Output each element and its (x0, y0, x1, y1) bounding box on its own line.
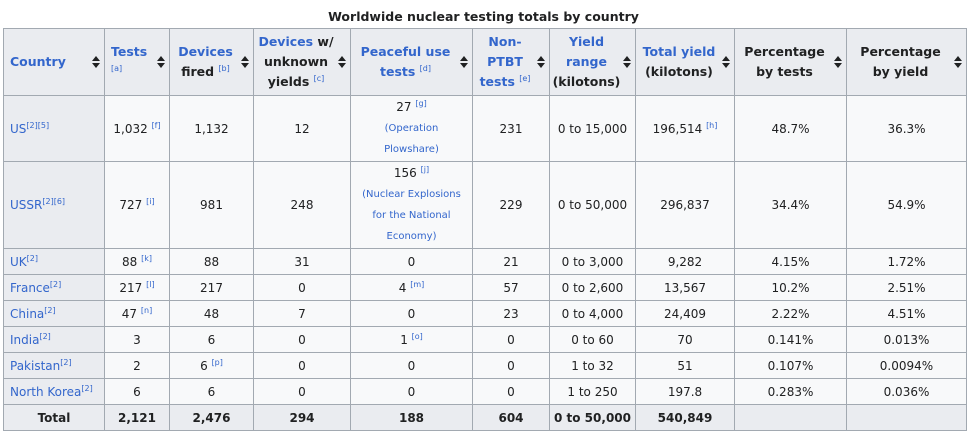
header-peaceful-tests-link[interactable]: tests (380, 64, 416, 79)
pct-yield-cell: 0.0094% (847, 353, 967, 379)
table-row (4, 379, 967, 405)
nonptbt-cell: 0 (473, 379, 550, 405)
tests-ref[interactable]: [f] (151, 120, 161, 130)
country-ref[interactable]: [2] (26, 253, 38, 263)
range-cell: 1 to 32 (550, 353, 636, 379)
ref-a[interactable]: [a] (111, 63, 123, 73)
pct-yield-cell: 54.9% (847, 162, 967, 249)
tests-value: 727 (119, 198, 143, 212)
total-range: 0 to 50,000 (550, 405, 636, 431)
tests-cell: 2 (105, 353, 170, 379)
total-devices: 2,476 (170, 405, 254, 431)
country-link[interactable]: UK (10, 254, 27, 269)
header-nonptbt-link3[interactable]: tests (479, 74, 515, 89)
devices-cell: 88 (170, 249, 254, 275)
country-ref[interactable]: [2] (39, 331, 51, 341)
range-cell: 1 to 250 (550, 379, 636, 405)
header-nonptbt-link2[interactable]: PTBT (487, 54, 523, 69)
peaceful-note-link[interactable]: Plowshare) (384, 144, 439, 155)
total-pct-tests (735, 405, 847, 431)
pct-yield-cell: 36.3% (847, 96, 967, 162)
devices-value: 6 (200, 358, 208, 373)
header-yield-range-unit: (kilotons) (552, 74, 621, 89)
devices-cell: 48 (170, 301, 254, 327)
devices-cell (170, 353, 254, 379)
country-ref[interactable]: [2] (49, 279, 62, 289)
pct-tests-cell: 4.15% (735, 249, 847, 275)
sort-icon[interactable] (92, 56, 100, 68)
total-yield-cell: 13,567 (636, 275, 735, 301)
pct-yield-cell: 4.51% (847, 301, 967, 327)
peaceful-cell (351, 96, 473, 162)
peaceful-cell: 0 (351, 249, 473, 275)
sort-icon[interactable] (722, 56, 730, 68)
devices-ref[interactable]: [p] (211, 357, 223, 367)
nonptbt-cell: 0 (473, 353, 550, 379)
peaceful-cell: 0 (351, 353, 473, 379)
unknown-cell: 0 (254, 353, 351, 379)
header-pct-yield[interactable] (847, 29, 967, 96)
total-yield-cell: 24,409 (636, 301, 735, 327)
pct-tests-cell: 0.141% (735, 327, 847, 353)
nonptbt-cell: 0 (473, 327, 550, 353)
pct-yield-cell: 1.72% (847, 249, 967, 275)
table-row (4, 249, 967, 275)
table-caption: Worldwide nuclear testing totals by country (328, 9, 639, 24)
header-unknown-w: w/ (313, 34, 334, 49)
sort-icon[interactable] (537, 56, 545, 68)
peaceful-value: 156 (393, 166, 417, 180)
unknown-cell: 7 (254, 301, 351, 327)
peaceful-ref[interactable]: [g] (415, 99, 427, 108)
nonptbt-cell: 21 (473, 249, 550, 275)
peaceful-ref[interactable]: [o] (411, 331, 423, 341)
sort-icon[interactable] (157, 56, 165, 68)
tests-value: 217 (119, 280, 143, 295)
country-ref[interactable]: [2] (81, 383, 93, 393)
total-row (4, 405, 967, 431)
tests-ref[interactable]: [n] (140, 305, 153, 315)
range-cell: 0 to 15,000 (550, 96, 636, 162)
country-ref[interactable]: [2] (44, 305, 56, 315)
country-ref[interactable]: [2][6] (42, 197, 66, 206)
country-cell (4, 379, 105, 405)
peaceful-cell (351, 327, 473, 353)
devices-cell: 6 (170, 379, 254, 405)
pct-tests-cell: 34.4% (735, 162, 847, 249)
devices-cell: 981 (170, 162, 254, 249)
peaceful-value: 4 (398, 280, 407, 295)
range-cell: 0 to 2,600 (550, 275, 636, 301)
header-country[interactable] (4, 29, 105, 96)
country-cell (4, 353, 105, 379)
tests-value: 47 (121, 306, 138, 321)
peaceful-ref[interactable]: [m] (410, 279, 425, 289)
devices-cell: 217 (170, 275, 254, 301)
unknown-cell: 12 (254, 96, 351, 162)
pct-yield-cell: 0.013% (847, 327, 967, 353)
sort-icon[interactable] (834, 56, 842, 68)
header-total-yield-link[interactable]: Total yield (642, 44, 716, 59)
country-link[interactable]: Pakistan (10, 358, 61, 373)
sort-icon[interactable] (623, 56, 631, 68)
header-devices-link[interactable]: Devices (178, 44, 233, 59)
unknown-cell: 0 (254, 275, 351, 301)
table-row (4, 275, 967, 301)
range-cell: 0 to 60 (550, 327, 636, 353)
country-link[interactable]: China (10, 306, 45, 321)
country-link[interactable]: USSR (10, 198, 43, 212)
sort-icon[interactable] (338, 56, 346, 68)
total-yield: 540,849 (636, 405, 735, 431)
range-cell: 0 to 4,000 (550, 301, 636, 327)
tests-value: 88 (122, 254, 138, 269)
table-row (4, 162, 967, 249)
nonptbt-cell: 229 (473, 162, 550, 249)
ref-e[interactable]: [e] (519, 73, 531, 83)
tests-cell (105, 275, 170, 301)
country-link[interactable]: India (10, 332, 40, 347)
header-pct-tests-text1: Percentage (744, 44, 825, 59)
total-yield-cell: 9,282 (636, 249, 735, 275)
table-row (4, 96, 967, 162)
country-cell (4, 96, 105, 162)
pct-tests-cell: 48.7% (735, 96, 847, 162)
total-yield-cell: 70 (636, 327, 735, 353)
total-label: Total (4, 405, 105, 431)
total-yield-cell: 197.8 (636, 379, 735, 405)
tests-cell: 3 (105, 327, 170, 353)
header-row (4, 29, 967, 96)
total-pct-yield (847, 405, 967, 431)
peaceful-ref[interactable]: [j] (420, 165, 430, 174)
header-pct-yield-text1: Percentage (860, 44, 941, 59)
sort-icon[interactable] (954, 56, 962, 68)
tests-ref[interactable]: [k] (141, 253, 152, 263)
country-link[interactable]: North Korea (10, 384, 82, 399)
peaceful-cell (351, 275, 473, 301)
peaceful-cell: 0 (351, 379, 473, 405)
pct-yield-cell: 2.51% (847, 275, 967, 301)
country-cell (4, 275, 105, 301)
total-yield-value: 196,514 (652, 121, 703, 136)
nuclear-testing-table (3, 28, 967, 431)
header-peaceful-use[interactable] (351, 29, 473, 96)
sort-icon[interactable] (460, 56, 468, 68)
nonptbt-cell: 57 (473, 275, 550, 301)
country-cell (4, 249, 105, 275)
header-peaceful-link[interactable]: Peaceful use (360, 44, 451, 59)
pct-tests-cell: 0.107% (735, 353, 847, 379)
pct-tests-cell: 2.22% (735, 301, 847, 327)
peaceful-note-link[interactable]: (Operation (384, 123, 439, 134)
total-yield-ref[interactable]: [h] (706, 120, 718, 130)
header-non-ptbt[interactable] (473, 29, 550, 96)
header-total-yield-unit: (kilotons) (645, 64, 713, 79)
country-cell (4, 162, 105, 249)
tests-cell (105, 96, 170, 162)
devices-cell: 6 (170, 327, 254, 353)
peaceful-cell (351, 162, 473, 249)
header-pct-yield-text2: by yield (872, 64, 929, 79)
header-yields-text: yields (267, 74, 310, 89)
unknown-cell: 248 (254, 162, 351, 249)
peaceful-value: 1 (400, 332, 408, 347)
tests-value: 1,032 (113, 121, 148, 136)
tests-ref[interactable]: [l] (146, 279, 155, 289)
peaceful-note-link[interactable]: for the National (372, 210, 451, 221)
pct-tests-cell: 10.2% (735, 275, 847, 301)
tests-ref[interactable]: [i] (146, 197, 155, 206)
header-total-yield[interactable] (636, 29, 735, 96)
table-row (4, 327, 967, 353)
table-row (4, 301, 967, 327)
country-cell (4, 301, 105, 327)
devices-cell: 1,132 (170, 96, 254, 162)
peaceful-cell: 0 (351, 301, 473, 327)
header-unknown-text: unknown (263, 54, 329, 69)
total-nonptbt: 604 (473, 405, 550, 431)
header-pct-tests-text2: by tests (756, 64, 813, 79)
peaceful-note-link[interactable]: Economy) (386, 231, 437, 242)
tests-cell (105, 301, 170, 327)
header-unknown-yields[interactable] (254, 29, 351, 96)
tests-cell (105, 249, 170, 275)
table-row (4, 353, 967, 379)
ref-c[interactable]: [c] (313, 73, 325, 83)
total-yield-cell: 51 (636, 353, 735, 379)
peaceful-value: 27 (396, 100, 412, 114)
unknown-cell: 0 (254, 327, 351, 353)
header-devices-fired-text: fired (181, 64, 215, 79)
country-ref[interactable]: [2][5] (26, 120, 50, 130)
pct-tests-cell: 0.283% (735, 379, 847, 405)
country-link[interactable]: US (10, 121, 27, 136)
nonptbt-cell: 231 (473, 96, 550, 162)
header-devices-fired[interactable] (170, 29, 254, 96)
total-unknown: 294 (254, 405, 351, 431)
header-yield-range[interactable] (550, 29, 636, 96)
header-devices-unknown-link[interactable]: Devices (258, 34, 314, 49)
range-cell: 0 to 3,000 (550, 249, 636, 275)
peaceful-note-link[interactable]: (Nuclear Explosions (362, 189, 461, 200)
ref-b[interactable]: [b] (218, 63, 230, 73)
nonptbt-cell: 23 (473, 301, 550, 327)
country-cell (4, 327, 105, 353)
country-ref[interactable]: [2] (60, 357, 72, 367)
unknown-cell: 31 (254, 249, 351, 275)
header-pct-tests[interactable] (735, 29, 847, 96)
country-link[interactable]: France (10, 280, 50, 295)
pct-yield-cell: 0.036% (847, 379, 967, 405)
total-yield-cell: 296,837 (636, 162, 735, 249)
tests-cell (105, 162, 170, 249)
sort-icon[interactable] (241, 56, 249, 68)
total-yield-cell (636, 96, 735, 162)
header-tests[interactable] (105, 29, 170, 96)
unknown-cell: 0 (254, 379, 351, 405)
header-tests-link[interactable]: Tests (111, 44, 148, 59)
tests-cell: 6 (105, 379, 170, 405)
ref-d[interactable]: [d] (419, 63, 431, 73)
header-yield-range-link[interactable]: Yield range (566, 34, 607, 69)
total-tests: 2,121 (105, 405, 170, 431)
header-country-link[interactable]: Country (10, 54, 66, 69)
range-cell: 0 to 50,000 (550, 162, 636, 249)
total-peaceful: 188 (351, 405, 473, 431)
header-nonptbt-link1[interactable]: Non- (488, 34, 522, 49)
